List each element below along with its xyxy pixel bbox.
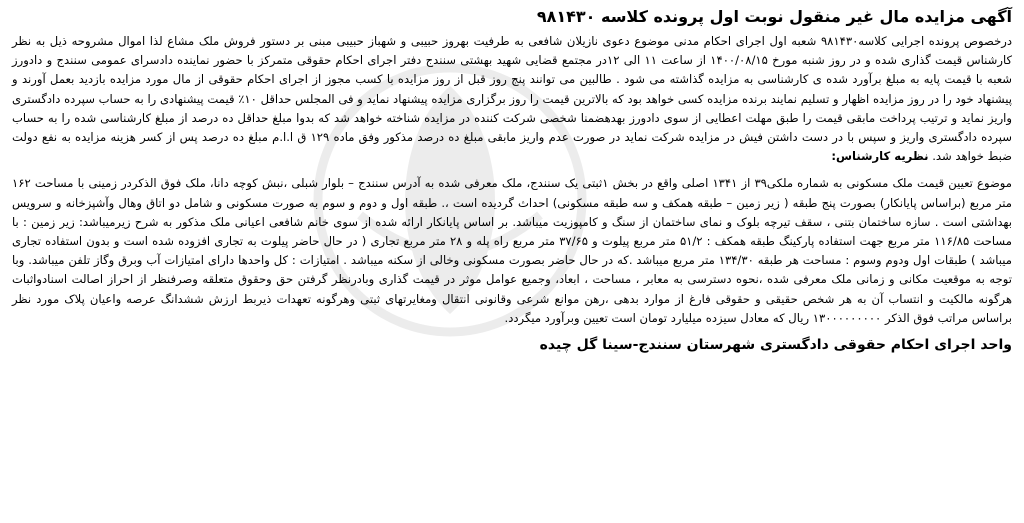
issuing-office-signature: واحد اجرای احکام حقوقی دادگستری شهرستان سنندج-سینا گل چیده bbox=[539, 337, 1012, 354]
expert-opinion-paragraph: موضوع تعیین قیمت ملک مسکونی به شماره ملکی۳۹ از ۱۳۴۱ اصلی واقع در بخش ۱ثبتی یک سنندج، ملک معرفی شده به آدرس سنندج – بلوار شبلی ،نبش کوچه دانا، ملک فوق الذکردر زمینی با مساحت ۱۶۲ متر مربع (براساس پایانکار) بصورت پنج طبقه ( زیر زمین – طبقه همکف و سه طبقه مسکونی) احداث گردیده است ،. طبقه اول و دوم و سوم به صورت مسکونی و شامل دو اتاق وهال وآشپزخانه و سرویس بهداشتی است . سازه ساختمان بتنی ، سقف تیرچه بلوک و نمای ساختمان از سنگ و کامپوزیت میباشد. بر اساس پایانکار ارائه شده از سوی خانم شافعی اعیانی ملک مذکور به شرح زیرمیباشد: زیر زمین : با مساحت ۱۱۶/۸۵ متر مربع جهت استفاده پارکینگ طبقه همکف : ۵۱/۲ متر مربع پیلوت و ۳۷/۶۵ متر مربع راه پله و ۲۸ متر مربع تجاری ( در حال حاضر پیلوت به تجاری افزوده شده است و بدون استفاده تجاری میباشد ) طبقات اول ودوم وسوم : مساحت هر طبقه ۱۳۴/۳۰ متر مربع میباشد .که در حال حاضر بصورت مسکونی وخالی از سکنه میباشد . امتیازات : کل واحدها دارای امتیازات آب وبرق وگاز تلفن میباشد. وبا توجه به موقعیت مکانی و زمانی ملک معرفی شده ،نحوه دسترسی به معابر ، مساحت ، ابعاد، وجمیع عوامل موثر در قیمت گذاری وبادرنظر گرفتن حق وحقوق متعلقه وصرفنظر از احراز اصالت اسنادواثبات هرگونه مالکیت و انتساب آن به هر شخص حقیقی و حقوقی فارغ از موارد بدهی ،رهن موانع شرعی وقانونی انتقال ومغایرتهای ثبتی وهرگونه تعهدات ذیربط ارزش ششدانگ عرصه واعیان پلاک مورد نظر براساس مراتب فوق الذکر ۱۳۰۰۰۰۰۰۰۰۰ ریال که معادل سیزده میلیارد تومان است تعیین وبرآورد میگردد. bbox=[12, 176, 1012, 325]
auction-terms-text: درخصوص پرونده اجرایی کلاسه۹۸۱۴۳۰ شعبه اول اجرای احکام مدنی موضوع دعوی نازیلان شافعی به طرفیت بهروز حبیبی و شهباز حبیبی مبنی بر دستور فروش ملک مشاع لذا اموال مشروحه ذیل به نظر کارشناس قیمت گذاری شده و در روز شنبه مورخ ۱۴۰۰/۰۸/۱۵ از ساعت ۱۱ الی ۱۲در مجتمع قضایی شهید بهشتی سنندج دفتر اجرای احکام حقوقی متمرکز با حضور نماینده دادسرای عمومی سنندج و دادورز شعبه با قیمت پایه به مبلغ برآورد شده ی کارشناسی به مزایده گذاشته می شود . طالبین می توانند پنج روز قبل از روز مزایده با کسب مجوز از اجرای احکام حقوقی از مال مورد مزایده بازدید بعمل آورند و پیشنهاد خود را در روز مزایده اظهار و تسلیم نمایند برنده مزایده کسی خواهد بود که بالاترین قیمت را روز برگزاری مزایده پیشنهاد نماید و فی المجلس حداقل ۱۰٪ قیمت پیشنهادی را به حساب سپرده دادگستری واریز نماید و ترتیب پرداخت مابقی قیمت را طبق مهلت اعطایی از سوی دادورز بهدهضمنا شخصی شرکت کننده در مزایده شناخته خواهد شد که بدوا مبلغ حداقل ده درصد از مبلغ کارشناسی شده را به حساب سپرده دادگستری واریز و سپس با در دست داشتن فیش در مزایده شرکت نماید در صورت عدم واریز مابقی مبلغ ده درصد مذکور وفق ماده ۱۲۹ ق ا.ا.م مبلغ ده درصد پس از کسر هزینه مزایده به نفع دولت ضبط خواهد شد. bbox=[12, 34, 1012, 164]
expert-opinion-heading: نظریه کارشناس: bbox=[831, 149, 929, 164]
notice-title: آگهی مزایده مال غیر منقول نوبت اول پرونده کلاسه ۹۸۱۴۳۰ bbox=[536, 7, 1012, 26]
auction-terms-paragraph bbox=[12, 32, 1012, 166]
